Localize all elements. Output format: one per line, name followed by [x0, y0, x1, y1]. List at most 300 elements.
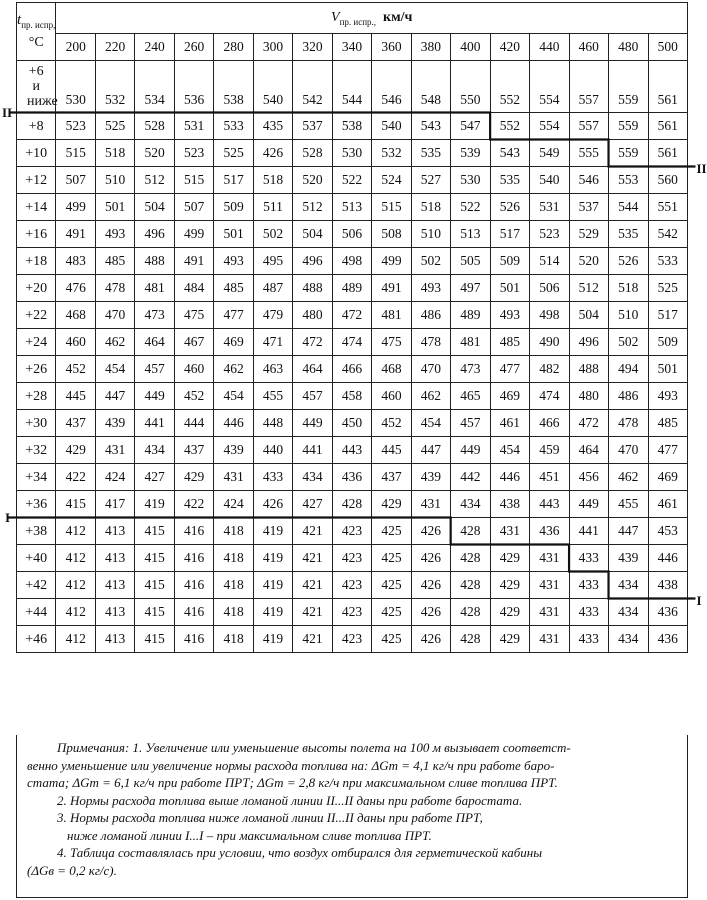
fuel-value-cell: 431 [411, 491, 450, 518]
fuel-value-cell: 525 [95, 113, 134, 140]
fuel-value-cell: 457 [451, 410, 490, 437]
fuel-value-cell: 538 [332, 113, 371, 140]
fuel-value-cell: 458 [332, 383, 371, 410]
table-row [17, 572, 688, 599]
fuel-value-cell: 429 [490, 626, 529, 653]
fuel-value-cell: 431 [530, 572, 569, 599]
fuel-value-cell: 441 [569, 518, 608, 545]
fuel-value-cell: 499 [56, 194, 95, 221]
fuel-value-cell: 452 [372, 410, 411, 437]
fuel-value-cell: 455 [253, 383, 292, 410]
fuel-value-cell: 469 [648, 464, 688, 491]
fuel-value-cell: 493 [411, 275, 450, 302]
fuel-value-cell: 508 [372, 221, 411, 248]
fuel-value-cell: 498 [332, 248, 371, 275]
fuel-value-cell: 525 [648, 275, 688, 302]
fuel-value-cell: 425 [372, 599, 411, 626]
speed-header-cell: 440 [530, 34, 569, 61]
fuel-value-cell: 479 [253, 302, 292, 329]
fuel-value-cell: 415 [135, 518, 174, 545]
fuel-value-cell: 446 [214, 410, 253, 437]
fuel-value-cell: 447 [609, 518, 648, 545]
fuel-value-cell: 543 [490, 140, 529, 167]
fuel-value-cell: 535 [490, 167, 529, 194]
fuel-value-cell: 510 [609, 302, 648, 329]
fuel-value-cell: 498 [530, 302, 569, 329]
fuel-value-cell: 480 [569, 383, 608, 410]
table-row [17, 140, 688, 167]
fuel-value-cell: 433 [569, 599, 608, 626]
fuel-value-cell: 530 [451, 167, 490, 194]
fuel-value-cell: 501 [490, 275, 529, 302]
fuel-value-cell: 452 [56, 356, 95, 383]
fuel-value-cell: 424 [95, 464, 134, 491]
fuel-value-cell: 441 [135, 410, 174, 437]
fuel-value-cell: 540 [530, 167, 569, 194]
fuel-value-cell: 488 [293, 275, 332, 302]
temperature-cell: +16 [17, 221, 56, 248]
fuel-value-cell: 416 [174, 545, 213, 572]
fuel-value-cell: 462 [411, 383, 450, 410]
table-row [17, 329, 688, 356]
table-row [17, 113, 688, 140]
note-3-line-b: ниже ломаной линии I...I – при максимальном сливе топлива ПРТ. [67, 827, 432, 843]
table-row [17, 167, 688, 194]
fuel-value-cell: 493 [490, 302, 529, 329]
fuel-value-cell: 426 [411, 545, 450, 572]
fuel-value-cell: 543 [411, 113, 450, 140]
fuel-value-cell: 506 [530, 275, 569, 302]
fuel-value-cell: 514 [530, 248, 569, 275]
fuel-value-cell: 539 [451, 140, 490, 167]
speed-header-cell: 240 [135, 34, 174, 61]
fuel-value-cell: 523 [174, 140, 213, 167]
temperature-cell: +42 [17, 572, 56, 599]
table-row [17, 221, 688, 248]
fuel-value-cell: 434 [135, 437, 174, 464]
fuel-value-cell: 426 [253, 140, 292, 167]
fuel-value-cell: 416 [174, 626, 213, 653]
fuel-value-cell: 449 [451, 437, 490, 464]
fuel-norm-sheet [16, 2, 688, 653]
fuel-value-cell: 424 [214, 491, 253, 518]
fuel-value-cell: 478 [411, 329, 450, 356]
fuel-value-cell: 437 [56, 410, 95, 437]
fuel-value-cell: 422 [174, 491, 213, 518]
fuel-value-cell: 496 [293, 248, 332, 275]
fuel-value-cell: 413 [95, 572, 134, 599]
fuel-value-cell: 559 [609, 61, 648, 113]
fuel-value-cell: 434 [609, 572, 648, 599]
fuel-value-cell: 421 [293, 518, 332, 545]
fuel-value-cell: 418 [214, 518, 253, 545]
fuel-value-cell: 412 [56, 626, 95, 653]
fuel-value-cell: 425 [372, 545, 411, 572]
table-row [17, 491, 688, 518]
fuel-value-cell: 473 [135, 302, 174, 329]
fuel-value-cell: 504 [569, 302, 608, 329]
fuel-value-cell: 553 [609, 167, 648, 194]
fuel-value-cell: 415 [56, 491, 95, 518]
fuel-value-cell: 518 [609, 275, 648, 302]
fuel-value-cell: 464 [293, 356, 332, 383]
notes-block [16, 735, 688, 898]
fuel-value-cell: 419 [253, 518, 292, 545]
fuel-value-cell: 417 [95, 491, 134, 518]
fuel-value-cell: 436 [332, 464, 371, 491]
fuel-value-cell: 486 [411, 302, 450, 329]
table-row [17, 437, 688, 464]
fuel-value-cell: 441 [293, 437, 332, 464]
fuel-value-cell: 462 [609, 464, 648, 491]
fuel-value-cell: 481 [372, 302, 411, 329]
speed-header [56, 3, 688, 34]
fuel-value-cell: 468 [56, 302, 95, 329]
speed-header-cell: 500 [648, 34, 688, 61]
fuel-value-cell: 477 [648, 437, 688, 464]
v-subscript: пр. испр., [339, 16, 377, 27]
fuel-value-cell: 434 [293, 464, 332, 491]
fuel-value-cell: 480 [293, 302, 332, 329]
fuel-value-cell: 532 [372, 140, 411, 167]
fuel-value-cell: 472 [569, 410, 608, 437]
speed-header-cell: 460 [569, 34, 608, 61]
fuel-value-cell: 515 [56, 140, 95, 167]
temperature-cell: +32 [17, 437, 56, 464]
fuel-value-cell: 415 [135, 599, 174, 626]
fuel-value-cell: 462 [95, 329, 134, 356]
fuel-value-cell: 438 [648, 572, 688, 599]
table-row [17, 61, 688, 113]
fuel-value-cell: 518 [253, 167, 292, 194]
fuel-value-cell: 475 [372, 329, 411, 356]
speed-header-cell: 260 [174, 34, 213, 61]
fuel-value-cell: 439 [609, 545, 648, 572]
fuel-value-cell: 477 [490, 356, 529, 383]
v-unit: км/ч [383, 9, 413, 25]
fuel-value-cell: 524 [372, 167, 411, 194]
fuel-value-cell: 439 [214, 437, 253, 464]
fuel-value-cell: 444 [174, 410, 213, 437]
fuel-value-cell: 471 [253, 329, 292, 356]
fuel-value-cell: 528 [293, 140, 332, 167]
fuel-value-cell: 474 [530, 383, 569, 410]
fuel-value-cell: 485 [95, 248, 134, 275]
fuel-value-cell: 491 [56, 221, 95, 248]
fuel-value-cell: 416 [174, 599, 213, 626]
fuel-value-cell: 507 [56, 167, 95, 194]
fuel-value-cell: 412 [56, 572, 95, 599]
fuel-value-cell: 518 [411, 194, 450, 221]
t-unit: °C [28, 35, 44, 50]
fuel-value-cell: 493 [95, 221, 134, 248]
fuel-value-cell: 434 [609, 626, 648, 653]
fuel-value-cell: 445 [372, 437, 411, 464]
fuel-value-cell: 474 [332, 329, 371, 356]
fuel-value-cell: 428 [332, 491, 371, 518]
fuel-value-cell: 431 [95, 437, 134, 464]
table-row [17, 302, 688, 329]
fuel-value-cell: 473 [451, 356, 490, 383]
fuel-value-cell: 509 [648, 329, 688, 356]
fuel-value-cell: 501 [214, 221, 253, 248]
fuel-value-cell: 439 [411, 464, 450, 491]
fuel-value-cell: 529 [569, 221, 608, 248]
fuel-value-cell: 531 [530, 194, 569, 221]
fuel-value-cell: 442 [451, 464, 490, 491]
fuel-value-cell: 557 [569, 113, 608, 140]
fuel-value-cell: 428 [451, 572, 490, 599]
fuel-value-cell: 418 [214, 545, 253, 572]
fuel-value-cell: 497 [451, 275, 490, 302]
fuel-value-cell: 454 [95, 356, 134, 383]
fuel-value-cell: 489 [451, 302, 490, 329]
fuel-value-cell: 436 [648, 599, 688, 626]
fuel-value-cell: 520 [135, 140, 174, 167]
temperature-cell: +30 [17, 410, 56, 437]
fuel-value-cell: 537 [569, 194, 608, 221]
temperature-cell: +18 [17, 248, 56, 275]
fuel-value-cell: 559 [609, 113, 648, 140]
fuel-value-cell: 488 [135, 248, 174, 275]
fuel-value-cell: 554 [530, 113, 569, 140]
fuel-value-cell: 429 [490, 599, 529, 626]
speed-header-cell: 400 [451, 34, 490, 61]
fuel-value-cell: 447 [95, 383, 134, 410]
fuel-value-cell: 561 [648, 113, 688, 140]
line-i-left-label: I [5, 509, 11, 525]
temperature-cell: +38 [17, 518, 56, 545]
fuel-value-cell: 483 [56, 248, 95, 275]
fuel-value-cell: 416 [174, 518, 213, 545]
fuel-value-cell: 433 [569, 572, 608, 599]
fuel-value-cell: 465 [451, 383, 490, 410]
fuel-value-cell: 526 [609, 248, 648, 275]
fuel-value-cell: 561 [648, 140, 688, 167]
fuel-value-cell: 431 [530, 626, 569, 653]
table-row [17, 383, 688, 410]
fuel-value-cell: 472 [293, 329, 332, 356]
fuel-value-cell: 523 [56, 113, 95, 140]
line-ii-right-label: II [696, 160, 707, 176]
fuel-value-cell: 491 [174, 248, 213, 275]
table-row [17, 545, 688, 572]
fuel-value-cell: 509 [490, 248, 529, 275]
fuel-value-cell: 533 [214, 113, 253, 140]
fuel-value-cell: 502 [609, 329, 648, 356]
fuel-value-cell: 423 [332, 545, 371, 572]
fuel-value-cell: 554 [530, 61, 569, 113]
header-row-speed-title [17, 3, 688, 34]
fuel-value-cell: 501 [95, 194, 134, 221]
temperature-cell: +40 [17, 545, 56, 572]
fuel-value-cell: 446 [490, 464, 529, 491]
fuel-value-cell: 436 [530, 518, 569, 545]
speed-header-cell: 420 [490, 34, 529, 61]
fuel-value-cell: 460 [56, 329, 95, 356]
fuel-value-cell: 431 [490, 518, 529, 545]
temperature-cell: +12 [17, 167, 56, 194]
fuel-value-cell: 425 [372, 518, 411, 545]
fuel-value-cell: 418 [214, 599, 253, 626]
fuel-value-cell: 466 [530, 410, 569, 437]
fuel-value-cell: 470 [411, 356, 450, 383]
fuel-value-cell: 502 [253, 221, 292, 248]
fuel-value-cell: 490 [530, 329, 569, 356]
fuel-value-cell: 546 [569, 167, 608, 194]
fuel-value-cell: 538 [214, 61, 253, 113]
fuel-value-cell: 533 [648, 248, 688, 275]
fuel-value-cell: 520 [293, 167, 332, 194]
fuel-value-cell: 463 [253, 356, 292, 383]
fuel-value-cell: 517 [490, 221, 529, 248]
v-symbol: V [331, 9, 340, 25]
fuel-value-cell: 421 [293, 599, 332, 626]
temperature-cell: +20 [17, 275, 56, 302]
fuel-value-cell: 462 [214, 356, 253, 383]
fuel-value-cell: 510 [95, 167, 134, 194]
fuel-value-cell: 450 [332, 410, 371, 437]
fuel-value-cell: 540 [253, 61, 292, 113]
fuel-value-cell: 431 [530, 545, 569, 572]
fuel-value-cell: 478 [95, 275, 134, 302]
temperature-cell: +8 [17, 113, 56, 140]
temperature-cell: +24 [17, 329, 56, 356]
fuel-value-cell: 515 [372, 194, 411, 221]
fuel-value-cell: 413 [95, 545, 134, 572]
fuel-value-cell: 419 [253, 626, 292, 653]
fuel-value-cell: 460 [372, 383, 411, 410]
fuel-value-cell: 546 [372, 61, 411, 113]
temperature-cell: +22 [17, 302, 56, 329]
fuel-consumption-table [16, 2, 688, 653]
fuel-value-cell: 415 [135, 545, 174, 572]
fuel-value-cell: 540 [372, 113, 411, 140]
temperature-cell: +34 [17, 464, 56, 491]
fuel-value-cell: 454 [214, 383, 253, 410]
fuel-value-cell: 517 [648, 302, 688, 329]
fuel-value-cell: 542 [293, 61, 332, 113]
fuel-value-cell: 454 [411, 410, 450, 437]
fuel-value-cell: 428 [451, 599, 490, 626]
note-2: 2. Нормы расхода топлива выше ломаной линии II...II даны при работе бaростата. [57, 792, 523, 808]
fuel-value-cell: 412 [56, 545, 95, 572]
fuel-value-cell: 513 [332, 194, 371, 221]
fuel-value-cell: 446 [648, 545, 688, 572]
fuel-value-cell: 415 [135, 626, 174, 653]
fuel-value-cell: 452 [174, 383, 213, 410]
fuel-value-cell: 437 [174, 437, 213, 464]
fuel-value-cell: 560 [648, 167, 688, 194]
speed-header-cell: 340 [332, 34, 371, 61]
fuel-value-cell: 454 [490, 437, 529, 464]
fuel-value-cell: 413 [95, 599, 134, 626]
fuel-value-cell: 433 [569, 545, 608, 572]
t-subscript: пр. испр, [21, 20, 56, 30]
fuel-value-cell: 429 [372, 491, 411, 518]
note-1-line-a: Примечания: 1. Увеличение или уменьшение высоты полета на 100 м вызывает соответст- [57, 740, 571, 755]
fuel-value-cell: 504 [135, 194, 174, 221]
fuel-value-cell: 434 [609, 599, 648, 626]
fuel-value-cell: 544 [609, 194, 648, 221]
fuel-value-cell: 429 [174, 464, 213, 491]
fuel-value-cell: 531 [174, 113, 213, 140]
fuel-value-cell: 476 [56, 275, 95, 302]
fuel-value-cell: 457 [135, 356, 174, 383]
fuel-value-cell: 447 [411, 437, 450, 464]
fuel-value-cell: 427 [135, 464, 174, 491]
fuel-value-cell: 485 [214, 275, 253, 302]
fuel-value-cell: 429 [56, 437, 95, 464]
temperature-cell: +28 [17, 383, 56, 410]
fuel-value-cell: 547 [451, 113, 490, 140]
fuel-value-cell: 528 [135, 113, 174, 140]
fuel-value-cell: 522 [451, 194, 490, 221]
table-row [17, 356, 688, 383]
note-1-line-b: венно уменьшение или увеличение нормы расхода топлива на: ΔGт = 4,1 кг/ч при работе баро- [27, 757, 555, 773]
fuel-value-cell: 469 [490, 383, 529, 410]
fuel-value-cell: 428 [451, 626, 490, 653]
fuel-value-cell: 472 [332, 302, 371, 329]
line-ii-left-label: II [2, 104, 13, 120]
fuel-value-cell: 544 [332, 61, 371, 113]
note-1-line-c: стата; ΔGт = 6,1 кг/ч при работе ПРТ; ΔGт = 2,8 кг/ч при максимальном сливе топлива ПРТ. [27, 775, 558, 790]
fuel-value-cell: 494 [609, 356, 648, 383]
fuel-value-cell: 482 [530, 356, 569, 383]
fuel-value-cell: 542 [648, 221, 688, 248]
fuel-value-cell: 486 [609, 383, 648, 410]
fuel-value-cell: 468 [372, 356, 411, 383]
fuel-value-cell: 429 [490, 545, 529, 572]
temperature-cell: +10 [17, 140, 56, 167]
temperature-cell: +14 [17, 194, 56, 221]
table-row [17, 248, 688, 275]
fuel-value-cell: 536 [174, 61, 213, 113]
fuel-value-cell: 561 [648, 61, 688, 113]
fuel-value-cell: 426 [411, 572, 450, 599]
fuel-value-cell: 485 [648, 410, 688, 437]
table-row [17, 626, 688, 653]
fuel-value-cell: 422 [56, 464, 95, 491]
fuel-value-cell: 548 [411, 61, 450, 113]
fuel-value-cell: 445 [56, 383, 95, 410]
fuel-value-cell: 532 [95, 61, 134, 113]
note-3-line-a: 3. Нормы расхода топлива ниже ломаной линии II...II даны при работе ПРТ, [57, 810, 483, 825]
fuel-value-cell: 488 [569, 356, 608, 383]
fuel-value-cell: 466 [332, 356, 371, 383]
fuel-value-cell: 418 [214, 626, 253, 653]
fuel-value-cell: 510 [411, 221, 450, 248]
fuel-value-cell: 552 [490, 61, 529, 113]
table-row [17, 464, 688, 491]
speed-header-cell: 320 [293, 34, 332, 61]
fuel-value-cell: 520 [569, 248, 608, 275]
fuel-value-cell: 557 [569, 61, 608, 113]
fuel-value-cell: 512 [569, 275, 608, 302]
fuel-value-cell: 517 [214, 167, 253, 194]
table-row [17, 275, 688, 302]
fuel-value-cell: 427 [293, 491, 332, 518]
fuel-value-cell: 434 [451, 491, 490, 518]
fuel-value-cell: 419 [253, 572, 292, 599]
line-i-right-label: I [696, 592, 702, 608]
fuel-value-cell: 470 [95, 302, 134, 329]
fuel-value-cell: 537 [293, 113, 332, 140]
fuel-value-cell: 418 [214, 572, 253, 599]
fuel-value-cell: 513 [451, 221, 490, 248]
fuel-value-cell: 518 [95, 140, 134, 167]
fuel-value-cell: 419 [253, 599, 292, 626]
